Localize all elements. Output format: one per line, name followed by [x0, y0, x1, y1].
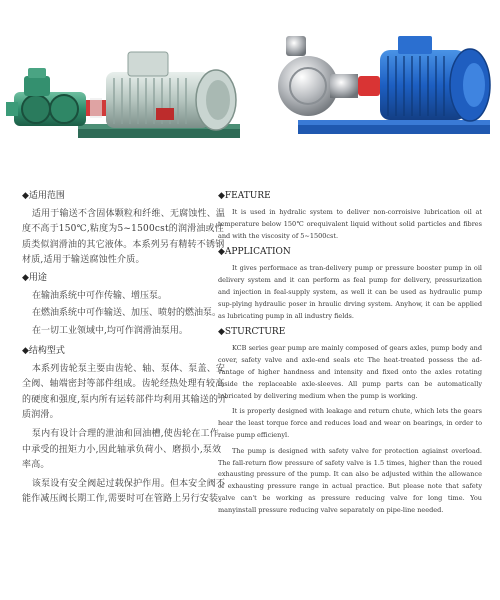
structure-paragraph: 该泵设有安全阀起过载保护作用。但本安全阀不能作减压阀长期工作,需要时可在管路上另行安装。: [22, 479, 228, 505]
structure-paragraph: 本系列齿轮泵主要由齿轮、轴、泵体、泵盖、安全阀、轴端密封等部件组成。齿轮经热处理有较高的硬度和强度,泵内所有运转部件均利用其输送的介质润滑。: [22, 364, 228, 420]
structure-paragraph-en: It is properly designed with leakage and return chute, which lets the gears hear the least torque force and reduces load and wear on bearings, in order to raise pump efficienyl.: [218, 407, 482, 439]
usage-line: 在燃油系统中可作输送、加压、喷射的燃油泵。: [32, 308, 222, 319]
structure-paragraph-en: The pump is designed with safety valve for protection agiainst overload. The fall-return flow pressure of safety valve is 1.5 times, higher than the roued exhausting pressure of the pump. It can also be adjusted within the allowance of exhausting pressure range in actual practice. But please note that safety valve can't be working as pressure reducing valve for long time. You manyinstall pressure reducing valve separately on pipe-line needed.: [218, 446, 482, 514]
application-heading: ◆APPLICATION: [218, 247, 291, 258]
chinese-description-column: [22, 190, 228, 512]
usage-line: 在一切工业领域中,均可作润滑油泵用。: [32, 325, 188, 336]
usage-heading: ◆用途: [22, 273, 47, 284]
structure-heading-en: ◆STURCTURE: [218, 327, 286, 338]
usage-line: 在输油系统中可作传输、增压泵。: [32, 291, 168, 302]
blue-gear-pump-photo: [268, 28, 494, 152]
structure-paragraph: 泵内有设计合理的泄油和回油槽,使齿轮在工作中承受的扭矩力小,因此轴承负荷小、磨损小,泵效率高。: [22, 429, 222, 470]
english-description-column: [218, 190, 482, 521]
green-gear-pump-photo: [6, 28, 244, 152]
application-paragraph: It gives performace as tran-delivery pump or pressure booster pump in oil delivery system and it can perform as feal pump for delivery, pressurization and injection in feal-supply system, as well it can be used as hydraulic pump sup-plying hydraulic poser in hraulic drving system. Anyhow, it can be applied as lubricating pump in all industry fields.: [218, 264, 482, 320]
structure-heading: ◆结构型式: [22, 346, 65, 357]
gear-pump-with-motor-blue-icon: [268, 28, 494, 152]
feature-heading: ◆FEATURE: [218, 191, 271, 201]
structure-paragraph-en: KCB series gear pump are mainly composed of gears axles, pump body and cover, safety valve and axle-end seals etc The heat-treated possess the ad-vantage of higher handness and intensity and fixed onto the axles rotating inside the replaceable axle-sleeves. All pump parts can be automatically lubricated by delivering medium when the pump is working.: [218, 344, 482, 400]
scope-heading: ◆适用范围: [22, 191, 65, 201]
gear-pump-with-motor-green-icon: [6, 28, 244, 152]
scope-paragraph: 适用于输送不含固体颗粒和纤维、无腐蚀性、温度不高于150℃,粘度为5~1500cst的润滑油或性质类似润滑油的其它液体。本系列另有精转不锈钢材质,适用于输送腐蚀性介质。: [22, 209, 226, 265]
feature-paragraph: It is used in hydralic system to deliver non-corroisive lubrication oil at temperature below 150℃ orequivalent liquid without solid particles and fibres and with the viscosity of 5~1500cst.: [218, 208, 482, 240]
